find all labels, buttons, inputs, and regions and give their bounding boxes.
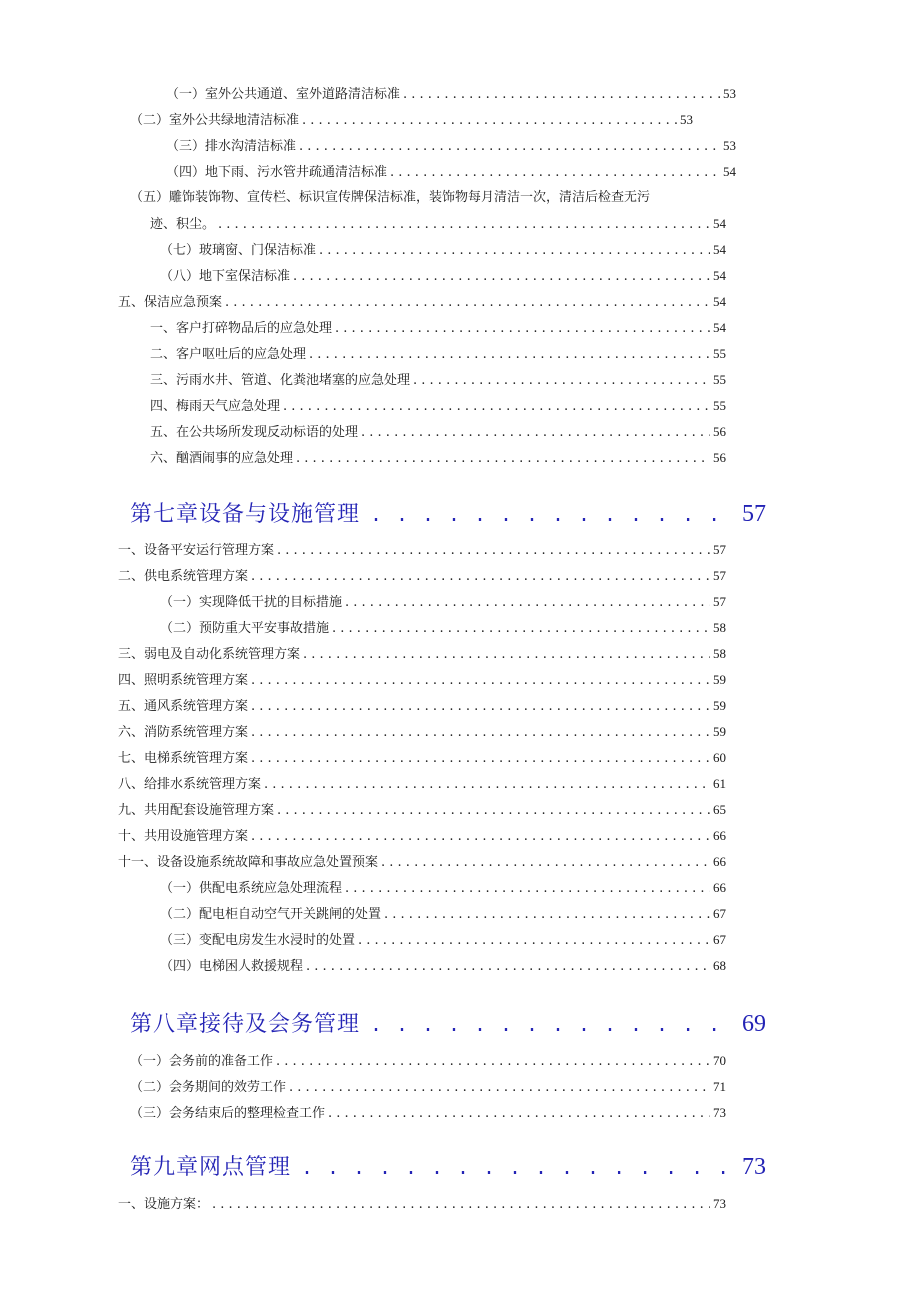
toc-entry-page: 55: [713, 372, 726, 387]
toc-entry-page: 67: [713, 906, 726, 921]
toc-dot-leader: [251, 751, 710, 767]
toc-entry[interactable]: [150, 424, 726, 441]
toc-entry[interactable]: [166, 86, 736, 103]
toc-entry[interactable]: [118, 724, 726, 741]
toc-dot-leader: [319, 243, 710, 259]
toc-entry-page: 53: [723, 138, 736, 153]
toc-dot-leader: [289, 1080, 710, 1096]
toc-entry-page: 55: [713, 398, 726, 413]
toc-entry-page: 66: [713, 854, 726, 869]
toc-entry-title: 四、照明系统管理方案: [118, 673, 249, 688]
toc-entry-page: 59: [713, 698, 726, 713]
toc-entry-title: （七）玻璃窗、门保洁标准: [160, 243, 317, 258]
toc-entry[interactable]: [160, 268, 726, 285]
toc-dot-leader: [328, 1106, 710, 1122]
toc-dot-leader: [335, 321, 710, 337]
toc-entry-page: 73: [713, 1105, 726, 1120]
toc-entry-page: 54: [713, 216, 726, 231]
toc-dot-leader: [299, 139, 720, 155]
toc-dot-leader: [384, 907, 710, 923]
toc-entry-title: （四）电梯困人救援规程: [160, 959, 304, 974]
toc-entry-page: 65: [713, 802, 726, 817]
toc-dot-leader: [306, 959, 710, 975]
toc-dot-leader: [309, 347, 710, 363]
toc-entry-title: （八）地下室保洁标准: [160, 269, 291, 284]
toc-entry-title: （一）会务前的准备工作: [130, 1054, 274, 1069]
toc-dot-leader: [264, 777, 710, 793]
toc-dot-leader: [302, 113, 677, 129]
toc-entry-page: 56: [713, 424, 726, 439]
toc-entry-title: 三、弱电及自动化系统管理方案: [118, 647, 301, 662]
toc-entry[interactable]: [160, 594, 726, 611]
toc-entry-page: 66: [713, 828, 726, 843]
toc-dot-leader: [370, 1013, 736, 1041]
toc-dot-leader: [251, 569, 710, 585]
toc-entry-page: 67: [713, 932, 726, 947]
toc-entry-title: （二）会务期间的效劳工作: [130, 1080, 287, 1095]
toc-entry-wrap-line2[interactable]: [150, 216, 726, 233]
toc-entry-title: （三）变配电房发生水浸时的处置: [160, 933, 356, 948]
toc-entry-page: 54: [713, 294, 726, 309]
toc-entry-title: 九、共用配套设施管理方案: [118, 803, 275, 818]
toc-entry-page: 68: [713, 958, 726, 973]
toc-dot-leader: [403, 87, 720, 103]
toc-entry-title: 十一、设备设施系统故障和事故应急处置预案: [118, 855, 379, 870]
toc-entry[interactable]: [118, 698, 726, 715]
toc-entry-title: （四）地下雨、污水管井疏通清洁标准: [166, 165, 388, 180]
toc-dot-leader: [390, 165, 720, 181]
toc-entry[interactable]: [160, 880, 726, 897]
chapter-heading[interactable]: [130, 500, 766, 531]
toc-entry-title: 二、客户呕吐后的应急处理: [150, 347, 307, 362]
toc-dot-leader: [303, 647, 710, 663]
toc-dot-leader: [381, 855, 710, 871]
toc-entry-title: 一、客户打碎物品后的应急处理: [150, 321, 333, 336]
toc-entry-title: 六、消防系统管理方案: [118, 725, 249, 740]
toc-entry[interactable]: [118, 776, 726, 793]
toc-entry[interactable]: [150, 372, 726, 389]
toc-entry-page: 56: [713, 450, 726, 465]
toc-dot-leader: [251, 699, 710, 715]
toc-entry-title: 一、设备平安运行管理方案: [118, 543, 275, 558]
toc-entry-title: 五、保洁应急预案: [118, 295, 223, 310]
toc-entry-page: 55: [713, 346, 726, 361]
toc-entry[interactable]: [130, 112, 693, 129]
toc-entry[interactable]: [160, 958, 726, 975]
toc-entry[interactable]: [166, 138, 736, 155]
toc-entry[interactable]: [130, 1105, 726, 1122]
toc-dot-leader: [283, 399, 710, 415]
toc-entry-title: 四、梅雨天气应急处理: [150, 399, 281, 414]
toc-entry-page: 58: [713, 646, 726, 661]
toc-dot-leader: [345, 881, 710, 897]
toc-dot-leader: [277, 803, 710, 819]
toc-entry-page: 58: [713, 620, 726, 635]
toc-entry-title: 三、污雨水井、管道、化粪池堵塞的应急处理: [150, 373, 411, 388]
toc-entry-page: 54: [713, 242, 726, 257]
toc-entry[interactable]: [150, 450, 726, 467]
toc-entry-title: 六、酗酒闹事的应急处理: [150, 451, 294, 466]
toc-entry-title: 五、通风系统管理方案: [118, 699, 249, 714]
toc-dot-leader: [361, 425, 710, 441]
toc-entry-title: 七、电梯系统管理方案: [118, 751, 249, 766]
toc-dot-leader: [251, 829, 710, 845]
toc-entry-title: （一）供配电系统应急处理流程: [160, 881, 343, 896]
toc-entry[interactable]: [118, 828, 726, 845]
toc-entry-title: （二）配电柜自动空气开关跳闸的处置: [160, 907, 382, 922]
toc-entry[interactable]: [118, 802, 726, 819]
toc-entry-title: （二）预防重大平安事故措施: [160, 621, 330, 636]
toc-dot-leader: [296, 451, 710, 467]
toc-dot-leader: [413, 373, 710, 389]
toc-entry-title: （一）室外公共通道、室外道路清洁标准: [166, 87, 401, 102]
toc-dot-leader: [358, 933, 710, 949]
toc-entry-title: （二）室外公共绿地清洁标准: [130, 113, 300, 128]
toc-entry-page: 57: [713, 594, 726, 609]
toc-dot-leader: [301, 1156, 736, 1184]
toc-entry-page: 70: [713, 1053, 726, 1068]
toc-entry[interactable]: [150, 320, 726, 337]
toc-entry-title: （一）实现降低干扰的目标措施: [160, 595, 343, 610]
toc-entry-page: 54: [713, 320, 726, 335]
toc-entry[interactable]: [118, 672, 726, 689]
toc-entry-page: 54: [713, 268, 726, 283]
toc-dot-leader: [212, 1197, 710, 1213]
toc-entry[interactable]: [160, 242, 726, 259]
toc-dot-leader: [293, 269, 710, 285]
chapter-heading[interactable]: [130, 1010, 766, 1041]
toc-entry-wrap-line1[interactable]: （五）雕饰装饰物、宣传栏、标识宣传牌保洁标准，装饰物每月清洁一次，清洁后检查无污: [130, 190, 651, 205]
toc-dot-leader: [225, 295, 710, 311]
toc-dot-leader: [251, 673, 710, 689]
toc-entry[interactable]: [118, 568, 726, 585]
toc-dot-leader: [218, 217, 710, 233]
toc-entry[interactable]: [150, 346, 726, 363]
toc-entry[interactable]: [118, 854, 726, 871]
toc-entry[interactable]: [118, 1196, 726, 1213]
toc-entry-page: 59: [713, 724, 726, 739]
chapter-heading[interactable]: [130, 1153, 766, 1184]
toc-entry[interactable]: [130, 1079, 726, 1096]
toc-entry-page: 53: [680, 112, 693, 127]
chapter-title: 第八章接待及会务管理: [130, 1012, 361, 1037]
toc-entry-title: （三）排水沟清洁标准: [166, 139, 297, 154]
toc-entry-page: 53: [723, 86, 736, 101]
toc-entry[interactable]: [130, 1053, 726, 1070]
toc-entry-page: 57: [713, 568, 726, 583]
toc-entry[interactable]: [166, 164, 736, 181]
toc-entry-page: 60: [713, 750, 726, 765]
toc-entry-title: 迹、积尘。: [150, 217, 216, 232]
toc-entry-title: 一、设施方案：: [118, 1197, 210, 1212]
toc-dot-leader: [345, 595, 710, 611]
toc-entry-page: 57: [713, 542, 726, 557]
toc-entry-title: 十、共用设施管理方案: [118, 829, 249, 844]
toc-entry-title: （三）会务结束后的整理检查工作: [130, 1106, 326, 1121]
toc-dot-leader: [370, 503, 736, 531]
toc-entry-page: 71: [713, 1079, 726, 1094]
toc-entry[interactable]: [118, 542, 726, 559]
chapter-page: 57: [742, 501, 766, 527]
toc-entry[interactable]: [160, 906, 726, 923]
toc-entry[interactable]: [118, 294, 726, 311]
chapter-title: 第九章网点管理: [130, 1155, 292, 1180]
toc-entry-title: 二、供电系统管理方案: [118, 569, 249, 584]
toc-entry[interactable]: [160, 932, 726, 949]
toc-dot-leader: [251, 725, 710, 741]
toc-dot-leader: [276, 1054, 710, 1070]
toc-dot-leader: [277, 543, 710, 559]
toc-entry-page: 54: [723, 164, 736, 179]
toc-entry-page: 73: [713, 1196, 726, 1211]
toc-dot-leader: [332, 621, 710, 637]
toc-entry-title: 五、在公共场所发现反动标语的处理: [150, 425, 359, 440]
chapter-page: 69: [742, 1011, 766, 1037]
toc-entry[interactable]: [118, 750, 726, 767]
chapter-page: 73: [742, 1154, 766, 1180]
toc-entry-title: 八、给排水系统管理方案: [118, 777, 262, 792]
toc-entry[interactable]: [160, 620, 726, 637]
toc-entry[interactable]: [118, 646, 726, 663]
toc-entry[interactable]: [150, 398, 726, 415]
toc-entry-page: 59: [713, 672, 726, 687]
toc-entry-page: 61: [713, 776, 726, 791]
toc-entry-page: 66: [713, 880, 726, 895]
chapter-title: 第七章设备与设施管理: [130, 502, 361, 527]
